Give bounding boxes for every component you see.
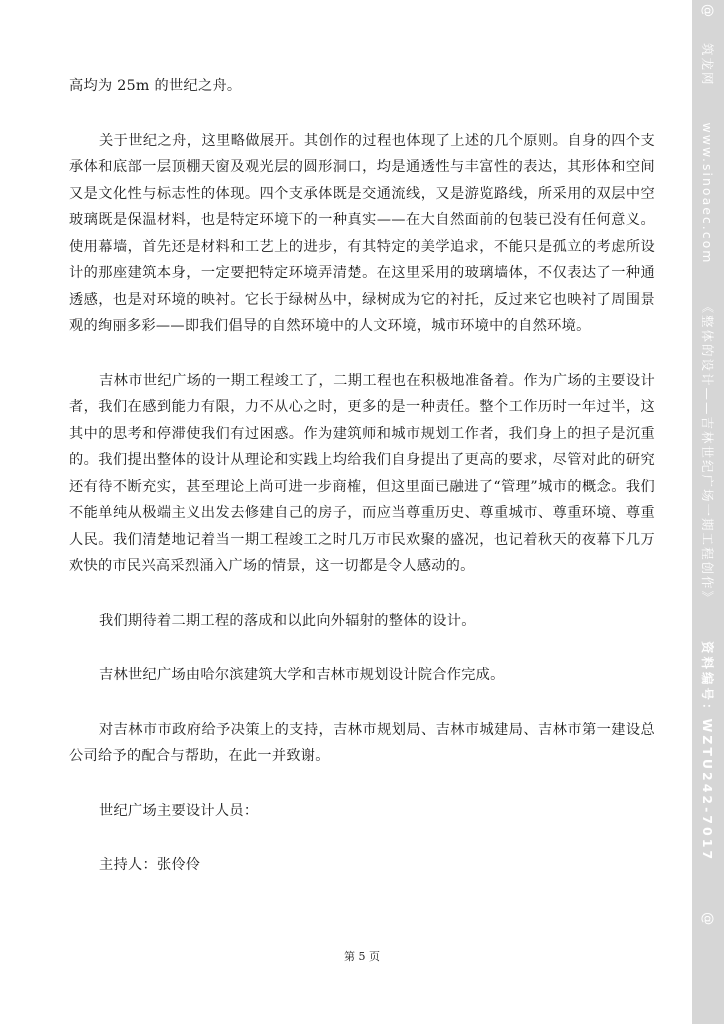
- doc-title: 《整体的设计——吉林世纪广场一期工程创作》: [700, 300, 715, 605]
- watermark-sidebar: [692, 0, 724, 1024]
- page-number: 第 5 页: [344, 950, 380, 963]
- paragraph-4: 我们期待着二期工程的落成和以此向外辐射的整体的设计。: [99, 612, 476, 629]
- paragraph-2: 关于世纪之舟，这里略做展开。其创作的过程也体现了上述的几个原则。自身的四个支承体和底部一层顶棚天窗及观光层的圆形洞口，均是通透性与丰富性的表达，其形体和空间又是文化性与标志性的体现。四个支承体既是交通流线，又是游览路线，所采用的双层中空玻璃既是保温材料，也是特定环境下的一种真实——在大自然面前的包装已没有任何意义。使用幕墙，首先还是材料和工艺上的进步，有其特定的美学追求，不能只是孤立的考虑所设计的那座建筑本身，一定要把特定环境弄清楚。在这里采用的玻璃墙体，不仅表达了一种通透感，也是对环境的映衬。它长于绿树丛中，绿树成为它的衬托，反过来它也映衬了周围景观的绚丽多彩——即我们倡导的自然环境中的人文环境，城市环境中的自然环境。: [69, 132, 655, 334]
- watermark-strip: [692, 0, 724, 1024]
- paragraph-3: 吉林市世纪广场的一期工程竣工了，二期工程也在积极地准备着。作为广场的主要设计者，我们在感到能力有限，力不从心之时，更多的是一种责任。整个工作历时一年过半，这其中的思考和停滞使我们有过困惑。作为建筑师和城市规划工作者，我们身上的担子是沉重的。我们提出整体的设计从理论和实践上均给我们自身提出了更高的要求，尽管对此的研究还有待不断充实，甚至理论上尚可进一步商榷，但这里面已融进了“管理”城市的概念。我们不能单纯从极端主义出发去修建自己的房子，而应当尊重历史、尊重城市、尊重环境、尊重人民。我们清楚地记着当一期工程竣工之时几万市民欢聚的盛况，也记着秋天的夜幕下几万欢快的市民兴高采烈涌入广场的情景，这一切都是令人感动的。: [69, 372, 655, 574]
- at-symbol-bottom: @: [700, 912, 716, 928]
- paragraph-6: 对吉林市市政府给予决策上的支持，吉林市规划局、吉林市城建局、吉林市第一建设总公司给予的配合与帮助，在此一并致谢。: [69, 721, 655, 764]
- doc-code: 资料编号：WZTU242-7017: [700, 640, 715, 863]
- site-name: 筑龙网: [700, 43, 715, 87]
- document-body: [69, 73, 655, 879]
- paragraph-8: 主持人：张伶伶: [99, 857, 201, 873]
- paragraph-5: 吉林世纪广场由哈尔滨建筑大学和吉林市规划设计院合作完成。: [99, 667, 505, 683]
- site-url: www.sinoaec.com: [700, 122, 716, 265]
- paragraph-1: 高均为 25m 的世纪之舟。: [69, 78, 242, 94]
- at-symbol-top: @: [700, 4, 716, 19]
- paragraph-7: 世纪广场主要设计人员：: [99, 802, 259, 819]
